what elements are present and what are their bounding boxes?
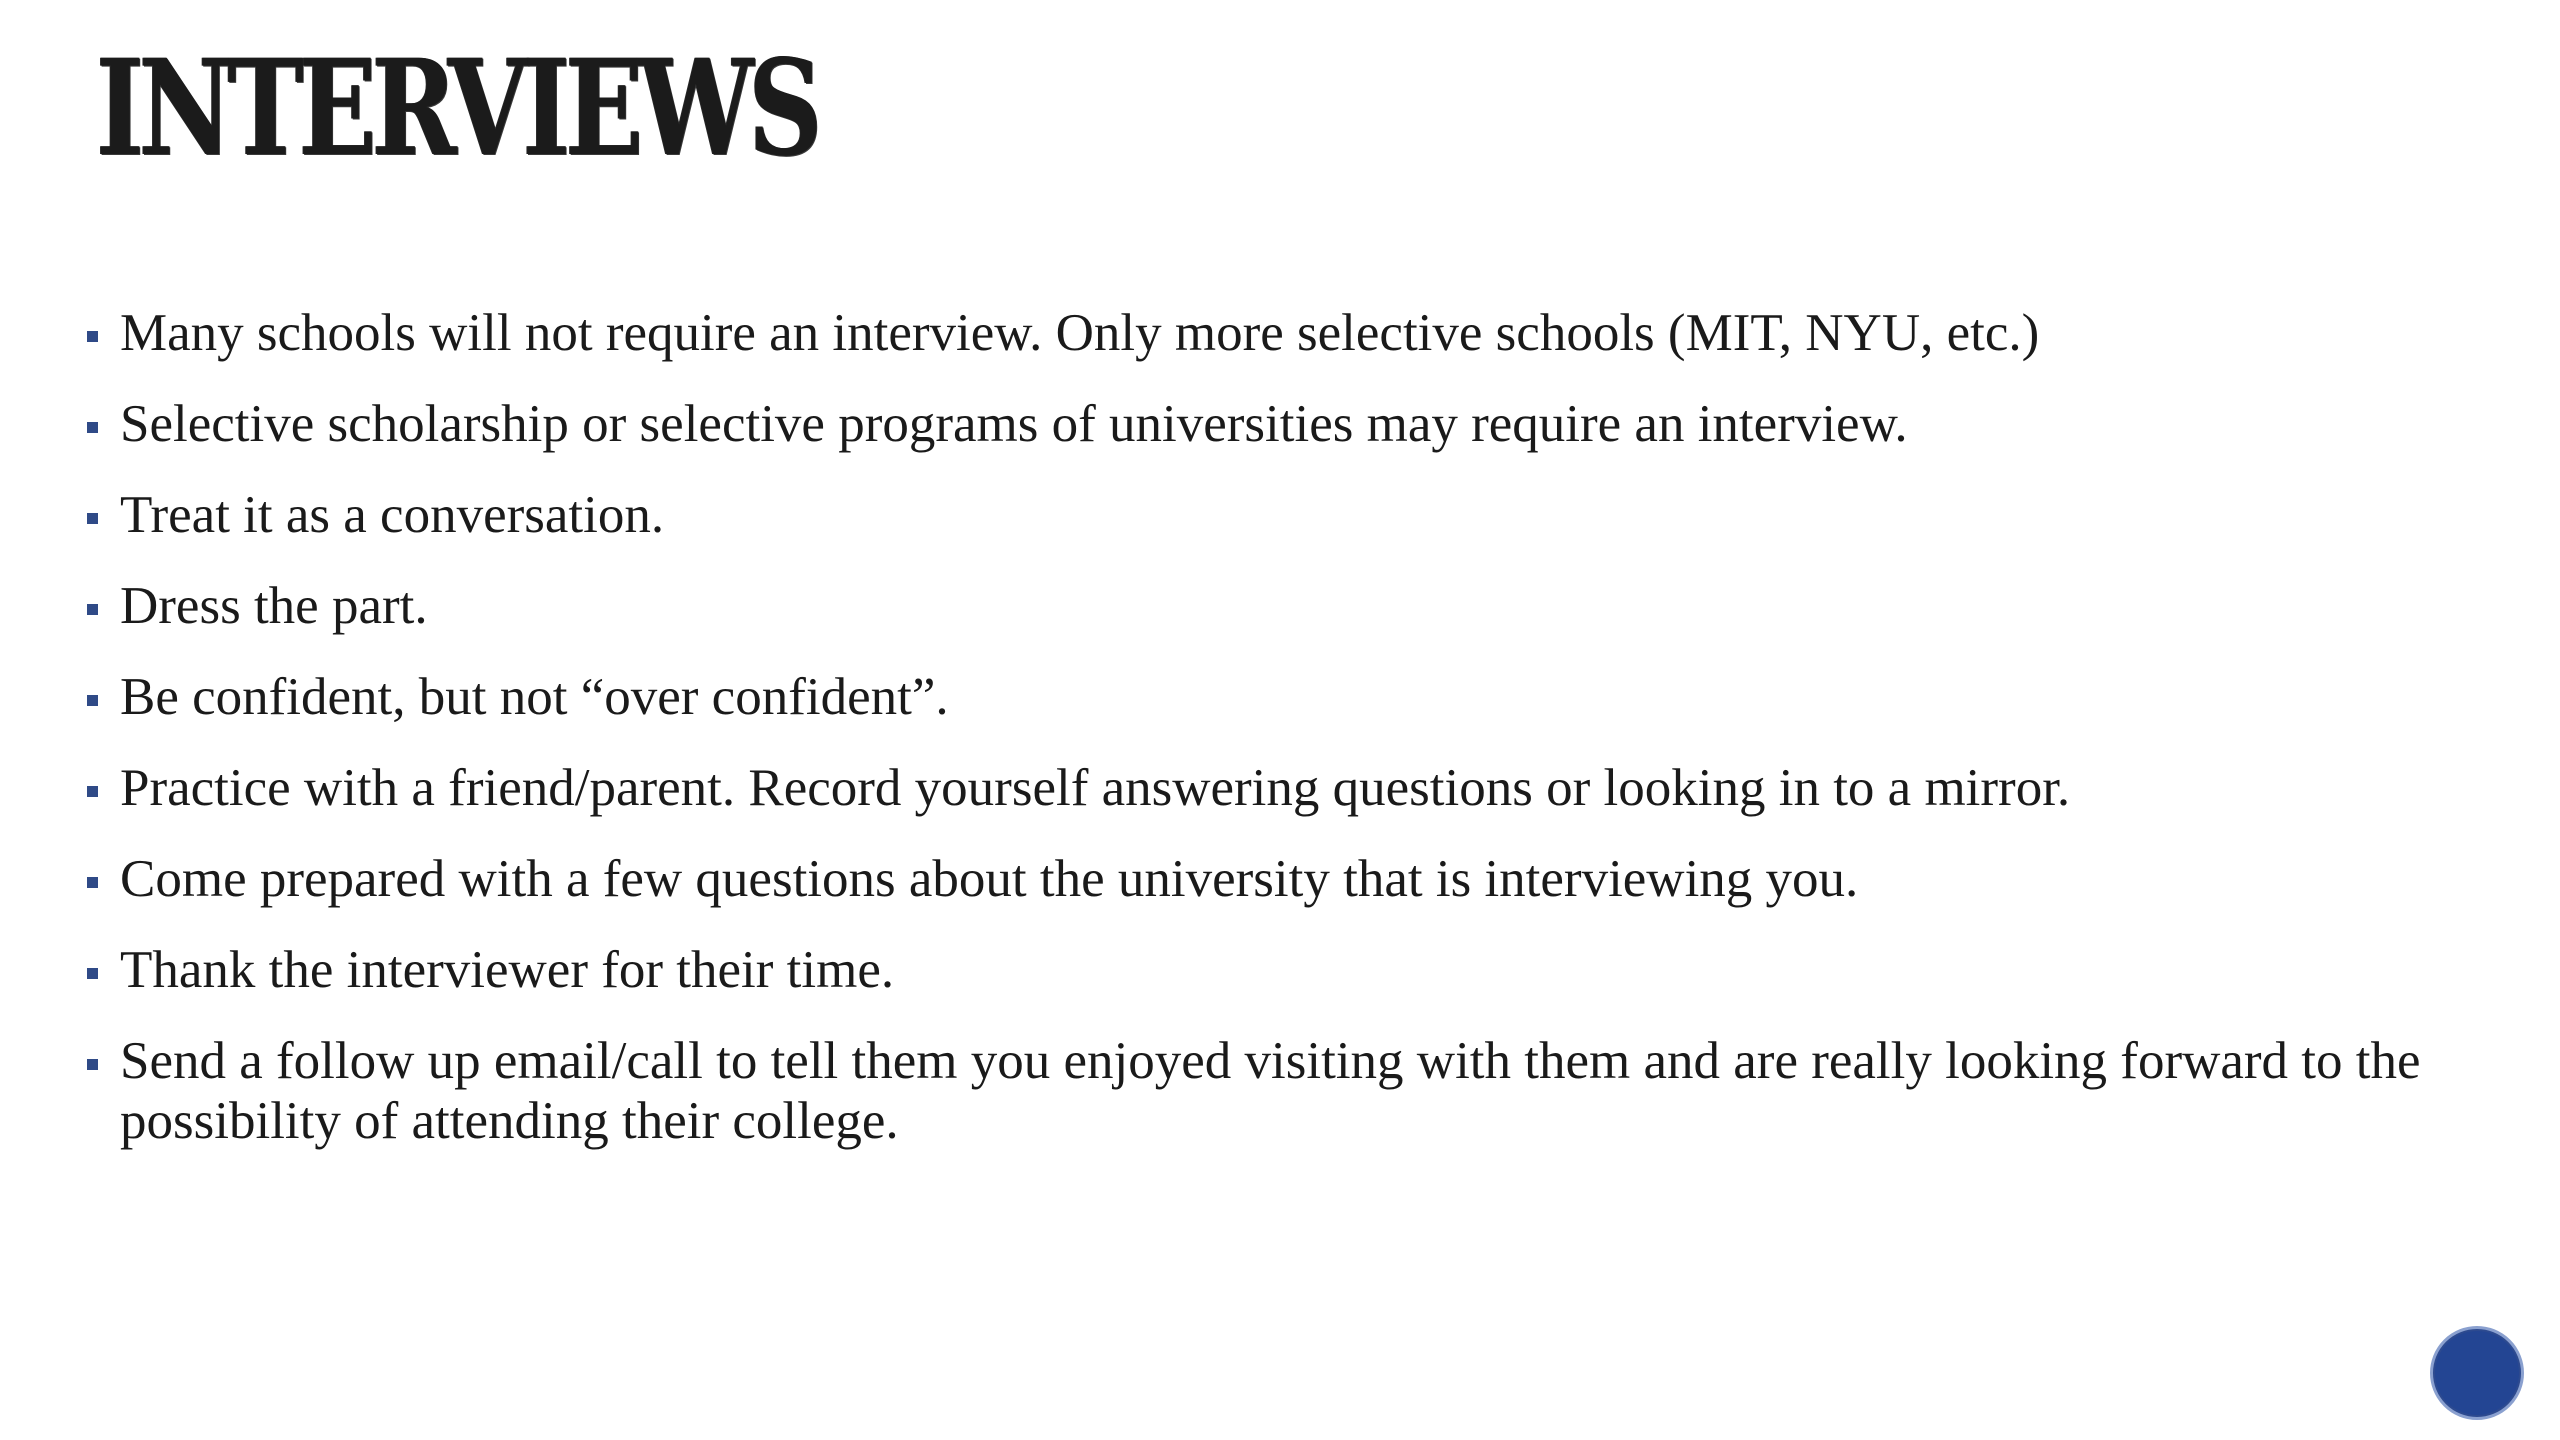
bullet-text: Many schools will not require an interview. Only more selective schools (MIT, NYU, etc.) xyxy=(120,304,2040,362)
bullet-text: Practice with a friend/parent. Record yourself answering questions or looking in to a mirror. xyxy=(120,759,2071,817)
bullet-item xyxy=(82,940,2462,1000)
square-bullet-icon xyxy=(87,1059,98,1070)
bullet-text: Selective scholarship or selective programs of universities may require an interview. xyxy=(120,395,1908,453)
bullet-item xyxy=(82,485,2462,545)
bullet-item xyxy=(82,1031,2462,1151)
square-bullet-icon xyxy=(87,968,98,979)
bullet-item xyxy=(82,849,2462,909)
square-bullet-icon xyxy=(87,604,98,615)
bullet-text: Send a follow up email/call to tell them you enjoyed visiting with them and are really looking forward to the possibility of attending their college. xyxy=(120,1032,2421,1150)
square-bullet-icon xyxy=(87,695,98,706)
bullet-text: Thank the interviewer for their time. xyxy=(120,941,895,999)
square-bullet-icon xyxy=(87,513,98,524)
slide-title: INTERVIEWS xyxy=(96,31,818,186)
bullet-item xyxy=(82,303,2462,363)
bullet-item xyxy=(82,667,2462,727)
bullet-list xyxy=(82,303,2462,1182)
square-bullet-icon xyxy=(87,422,98,433)
square-bullet-icon xyxy=(87,877,98,888)
bullet-text: Be confident, but not “over confident”. xyxy=(120,668,949,726)
logo-badge-icon xyxy=(2430,1326,2524,1420)
bullet-item xyxy=(82,576,2462,636)
bullet-text: Dress the part. xyxy=(120,577,428,635)
bullet-text: Come prepared with a few questions about the university that is interviewing you. xyxy=(120,850,1859,908)
bullet-text: Treat it as a conversation. xyxy=(120,486,665,544)
square-bullet-icon xyxy=(87,331,98,342)
bullet-item xyxy=(82,394,2462,454)
square-bullet-icon xyxy=(87,786,98,797)
bullet-item xyxy=(82,758,2462,818)
